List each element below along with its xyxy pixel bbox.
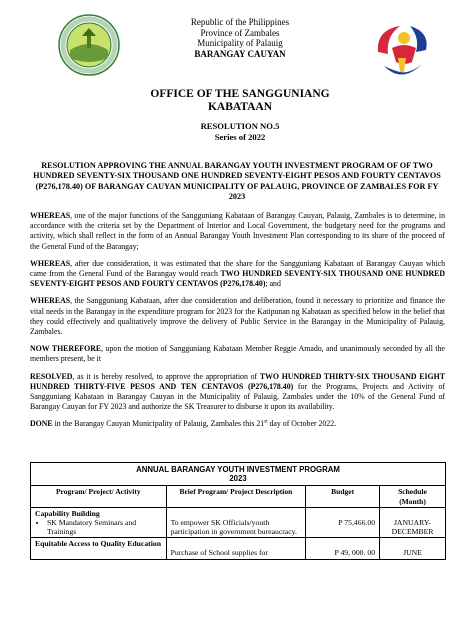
paragraph-lead: WHEREAS	[30, 211, 71, 220]
paragraph-text: in the Barangay Cauyan Municipality of Palauig, Zambales this 21	[52, 419, 265, 429]
investment-program-table	[30, 462, 446, 560]
amount-text: TWO HUNDRED SEVENTY-SIX THOUSAND ONE HUNDRED SEVENTY-EIGHT PESOS AND FOURTY CENTAVOS (P276,178.40)	[30, 269, 445, 289]
paragraph-now-therefore	[30, 344, 445, 364]
schedule-value: JUNE	[403, 548, 422, 558]
section-heading: Equitable Access to Quality Education	[35, 539, 162, 549]
header-republic: Republic of the Philippines	[190, 17, 290, 27]
activity-item: • SK Mandatory Seminars and Trainings	[47, 518, 162, 536]
budget-value: P 75,466.00	[338, 517, 376, 527]
paragraph-text: , after due consideration, it was estimated that the share for the Sangguniang Kabataan of Barangay Cauyan which came from the General Fund of the Barangay would reach	[30, 258, 445, 279]
document-header	[130, 17, 350, 59]
table-row	[31, 538, 446, 559]
date-ordinal: st	[264, 419, 268, 425]
office-title-line1: OFFICE OF THE SANGGUNIANG	[150, 88, 330, 100]
table-cell	[31, 538, 167, 559]
budget-value: P 49, 000. 00	[334, 548, 376, 558]
table-cell	[166, 538, 306, 559]
office-title-line2: KABATAAN	[207, 101, 273, 113]
table-cell	[306, 507, 380, 538]
paragraph-lead: NOW THEREFORE	[30, 344, 102, 354]
column-header: Budget	[306, 486, 380, 507]
paragraph-whereas-1	[30, 211, 445, 252]
office-title	[100, 88, 380, 114]
amount-text: TWO HUNDRED THIRTY-SIX THOUSAND EIGHT HUNDRED THIRTY-FIVE PESOS AND TEN CENTAVOS (P276,178.40)	[30, 371, 445, 391]
header-barangay: BARANGAY CAUYAN	[194, 48, 286, 59]
resolution-title: RESOLUTION APPROVING THE ANNUAL BARANGAY YOUTH INVESTMENT PROGRAM OF OF TWO HUNDRED SEVENTY-SIX THOUSAND ONE HUNDRED SEVENTY-EIGHT PESOS AND FOURTY CENTAVOS (P276,178.40) OF BARANGAY CAUYAN MUNICIPALITY OF PALAUIG, PROVINCE OF ZAMBALES FOR FY 2023	[33, 161, 441, 201]
resolution-number: RESOLUTION NO.5	[200, 121, 280, 131]
table-cell	[306, 538, 380, 559]
paragraph-lead: WHEREAS	[30, 296, 71, 306]
table-cell	[380, 538, 446, 559]
paragraph-done	[30, 419, 445, 429]
column-header: Program/ Project/ Activity	[31, 486, 167, 507]
table-row	[31, 507, 446, 538]
header-province: Province of Zambales	[200, 27, 280, 38]
table-caption-title: ANNUAL BARANGAY YOUTH INVESTMENT PROGRAM	[136, 465, 340, 474]
paragraph-text: , the Sangguniang Kabataan, after due consideration and deliberation, found it necessary to prioritize and finance the vital needs in the Barangay in the expenditure program for 2023 for the Katipunan ng Kabataan as specified below in the belief that they could effectively and qualitatively improve the delivery of Public Service in the Barangay in the Municipality of Palauig, Zambales.	[30, 296, 445, 337]
barangay-seal-logo	[58, 14, 120, 76]
paragraph-lead: WHEREAS	[30, 258, 71, 268]
description-text: To empower SK Officials/youth participation in government bureaucracy.	[170, 517, 297, 537]
section-heading: Capability Building	[35, 508, 100, 518]
paragraph-text: , one of the major functions of the Sangguniang Kabataan of Barangay Cauyan, Palauig, Zambales is to determine, in accordance with the criteria set by the Department of Interior and Local Government, the budgetary need for the programs and activity, which shall reflect in the form of an Annual Barangay Youth Investment Plan corresponding to its share of the proceed of the General Fund of the Barangay;	[30, 211, 445, 251]
resolution-series: Series of 2022	[214, 132, 266, 142]
paragraph-text: , upon the motion of Sangguniang Kabataan Member Reggie Amado, and unanimously seconded by all the members present, be it	[30, 344, 445, 364]
table-cell	[380, 507, 446, 538]
table-cell	[31, 507, 167, 538]
resolution-body	[30, 211, 445, 437]
table-caption	[31, 463, 446, 486]
paragraph-whereas-3	[30, 296, 445, 337]
table-header-row	[31, 486, 446, 507]
header-municipality: Municipality of Palauig	[197, 38, 283, 48]
description-text: Purchase of School supplies for	[170, 548, 268, 558]
paragraph-resolved	[30, 372, 445, 413]
paragraph-text: , as it is hereby resolved, to approve the appropriation of	[72, 371, 260, 381]
paragraph-text: ; and	[265, 279, 281, 289]
table-caption-year: 2023	[229, 474, 247, 484]
column-header: Schedule (Month)	[380, 486, 446, 507]
paragraph-lead: RESOLVED	[30, 371, 73, 381]
column-header: Brief Program/ Project Description	[166, 486, 306, 507]
schedule-value: JANUARY- DECEMBER	[391, 517, 434, 537]
paragraph-lead: DONE	[30, 419, 53, 429]
paragraph-whereas-2	[30, 259, 445, 290]
sk-logo	[370, 22, 434, 84]
table-cell	[166, 507, 306, 538]
paragraph-text: for the Programs, Projects and Activity of Sangguniang Kabataan in Barangay Cauyan in the Municipality of Palauig, Zambales under the 10% of the General Fund of Barangay Cauyan for FY 2023 and authorize the SK Treasurer to disburse it upon its availability.	[30, 381, 446, 412]
resolution-number-block	[100, 121, 380, 143]
paragraph-text: day of October 2022.	[267, 419, 337, 429]
